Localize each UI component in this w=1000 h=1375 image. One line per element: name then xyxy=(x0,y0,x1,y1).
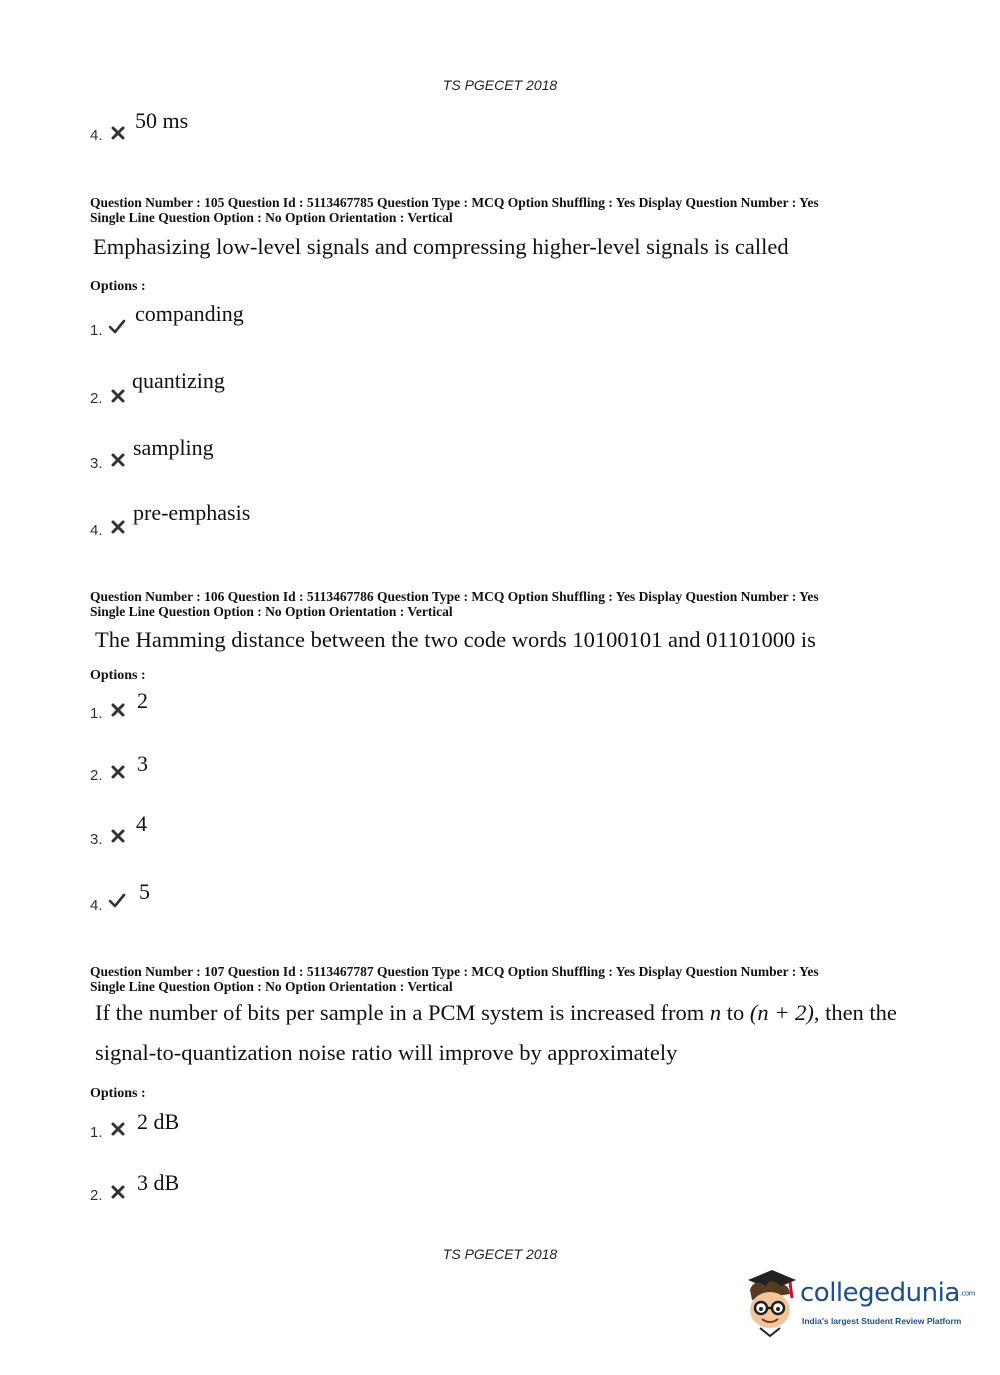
option-number: 1. xyxy=(90,705,103,722)
wrong-mark-icon xyxy=(109,1183,127,1201)
option-text: sampling xyxy=(133,435,214,460)
option-text: 50 ms xyxy=(135,108,189,133)
option-text: quantizing xyxy=(132,368,225,393)
correct-mark-icon xyxy=(108,892,126,910)
wrong-mark-icon xyxy=(109,451,127,469)
wrong-mark-icon xyxy=(109,701,127,719)
question-meta xyxy=(90,195,920,225)
math-variable: n xyxy=(709,1000,722,1025)
question-text-line: signal-to-quantization noise ratio will improve by approximately xyxy=(95,1040,678,1065)
logo-suffix: .com xyxy=(959,1289,975,1298)
collegedunia-logo[interactable] xyxy=(740,1268,975,1340)
question-meta-line: Question Number : 105 Question Id : 5113467785 Question Type : MCQ Option Shuffling : Yes Display Question Number : Yes xyxy=(90,195,819,210)
options-label: Options : xyxy=(90,1086,146,1101)
page-header: TS PGECET 2018 xyxy=(442,77,558,93)
option-number: 1. xyxy=(90,1124,103,1141)
logo-tagline: India's largest Student Review Platform xyxy=(802,1316,962,1326)
question-text: Emphasizing low-level signals and compressing higher-level signals is called xyxy=(93,234,789,259)
page-footer: TS PGECET 2018 xyxy=(442,1246,558,1262)
wrong-mark-icon xyxy=(109,124,127,142)
options-label: Options : xyxy=(90,668,146,683)
question-text: The Hamming distance between the two code words 10100101 and 01101000 is xyxy=(95,627,816,652)
option-text: pre-emphasis xyxy=(133,500,251,525)
option-number: 4. xyxy=(90,897,103,914)
question-meta-line: Question Number : 107 Question Id : 5113467787 Question Type : MCQ Option Shuffling : Yes Display Question Number : Yes xyxy=(90,964,819,979)
option-number: 4. xyxy=(90,127,103,144)
option-number: 2. xyxy=(90,1187,103,1204)
option-number: 3. xyxy=(90,455,103,472)
wrong-mark-icon xyxy=(109,827,127,845)
mascot-icon xyxy=(740,1268,800,1340)
question-meta-line: Single Line Question Option : No Option Orientation : Vertical xyxy=(90,604,453,619)
option-number: 4. xyxy=(90,522,103,539)
question-meta xyxy=(90,964,920,994)
question-text-part: to xyxy=(721,1000,750,1025)
logo-name: collegedunia xyxy=(800,1278,960,1308)
question-meta-line: Question Number : 106 Question Id : 5113467786 Question Type : MCQ Option Shuffling : Yes Display Question Number : Yes xyxy=(90,589,819,604)
option-number: 2. xyxy=(90,390,103,407)
question-meta xyxy=(90,589,920,619)
question-text-part: If the number of bits per sample in a PCM system is increased from xyxy=(95,1000,710,1025)
option-text: 3 dB xyxy=(137,1170,180,1195)
option-text: 2 xyxy=(137,688,148,713)
math-expression: (n + 2) xyxy=(749,1000,814,1025)
option-text: 3 xyxy=(137,751,148,776)
question-meta-line: Single Line Question Option : No Option Orientation : Vertical xyxy=(90,210,453,225)
wrong-mark-icon xyxy=(109,387,127,405)
option-number: 2. xyxy=(90,767,103,784)
option-number: 1. xyxy=(90,322,103,339)
correct-mark-icon xyxy=(108,318,126,336)
options-label: Options : xyxy=(90,279,146,294)
question-text-part: , then the xyxy=(813,1000,897,1025)
wrong-mark-icon xyxy=(109,518,127,536)
question-text xyxy=(95,1000,897,1026)
wrong-mark-icon xyxy=(109,763,127,781)
question-meta-line: Single Line Question Option : No Option Orientation : Vertical xyxy=(90,979,453,994)
wrong-mark-icon xyxy=(109,1120,127,1138)
logo-wordmark xyxy=(800,1278,975,1308)
option-text: 5 xyxy=(139,879,150,904)
option-text: 4 xyxy=(136,811,147,836)
option-text: 2 dB xyxy=(137,1109,180,1134)
option-text: companding xyxy=(135,301,244,326)
option-number: 3. xyxy=(90,831,103,848)
